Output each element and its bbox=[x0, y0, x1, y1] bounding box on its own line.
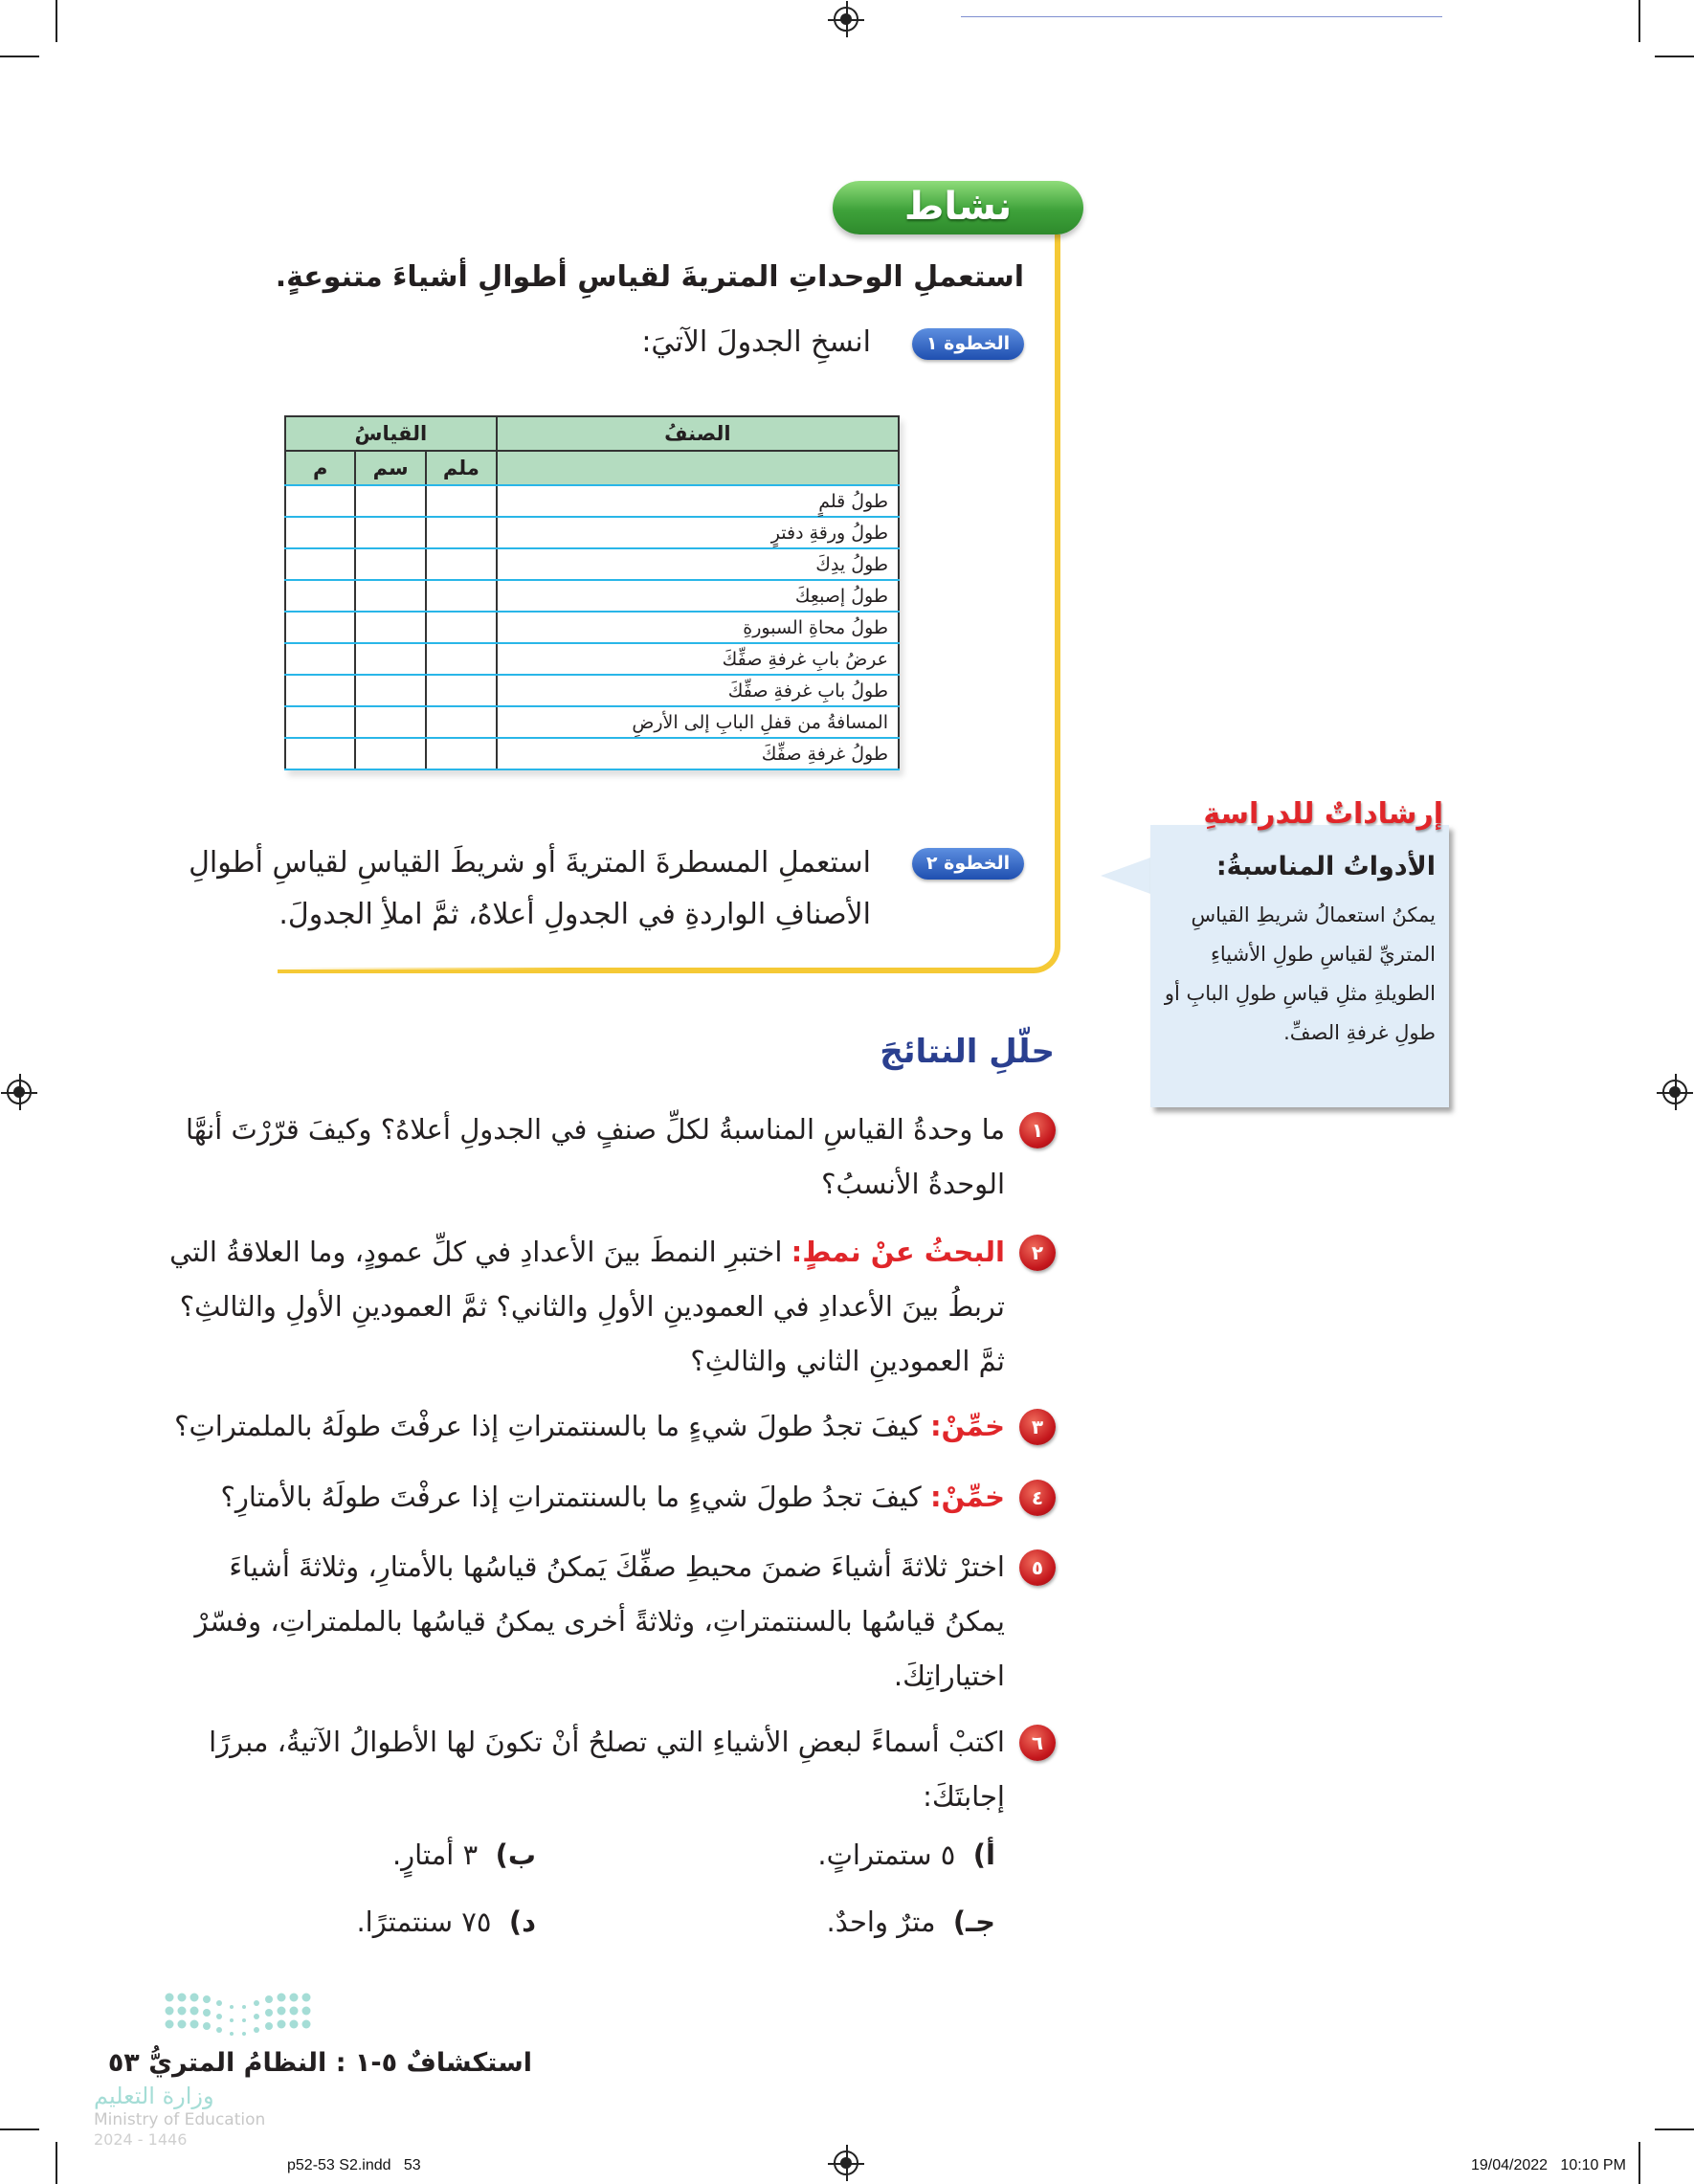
header-class: الصنفُ bbox=[497, 416, 899, 451]
sub-item-b bbox=[392, 1836, 536, 1874]
cell-mm bbox=[426, 517, 497, 548]
activity-intro: استعملِ الوحداتِ المتريةَ لقياسِ أطوالِ أشياءَ متنوعةٍ. bbox=[275, 260, 1024, 294]
question-label: خمِّنْ: bbox=[929, 1481, 1005, 1513]
header-unit-mm: ملم bbox=[426, 451, 497, 485]
sub-item-text: ٧٥ سنتمترًا. bbox=[356, 1905, 492, 1938]
table-row bbox=[285, 580, 899, 612]
cell-m bbox=[285, 675, 355, 706]
logo-dot bbox=[190, 2007, 199, 2016]
table-row bbox=[285, 485, 899, 517]
logo-dot bbox=[166, 1994, 174, 2002]
sub-item-text: مترٌ واحدٌ. bbox=[826, 1905, 936, 1938]
cell-m bbox=[285, 643, 355, 675]
analysis-heading: حلّلِ النتائجَ bbox=[880, 1033, 1055, 1071]
cell-mm bbox=[426, 548, 497, 580]
cell-mm bbox=[426, 675, 497, 706]
cell-m bbox=[285, 485, 355, 517]
table-row bbox=[285, 738, 899, 769]
lesson-title: استكشافٌ ٥-١ : النظامُ المتريُّ bbox=[148, 2048, 532, 2078]
logo-dot bbox=[178, 2007, 187, 2016]
cell-cm bbox=[355, 643, 426, 675]
question-line bbox=[174, 1399, 1005, 1453]
cell-cm bbox=[355, 612, 426, 643]
crop-mark bbox=[0, 56, 39, 57]
question-number-badge: ٥ bbox=[1019, 1549, 1056, 1586]
step2-badge: الخطوة ٢ bbox=[912, 848, 1024, 880]
sub-item-text: ٣ أمتارٍ. bbox=[391, 1839, 479, 1871]
question-text: إجابتَكَ: bbox=[923, 1780, 1005, 1813]
question-text: كيفَ تجدُ طولَ شيءٍ ما بالسنتمتراتِ إذا عرفْتَ طولَهُ بالأمتارِ؟ bbox=[220, 1481, 922, 1513]
crop-mark bbox=[56, 2142, 57, 2184]
activity-badge: نشاط bbox=[833, 181, 1083, 234]
question-text: تربطُ بينَ الأعدادِ في العمودينِ الأولِ والثاني؟ ثمَّ العمودينِ الأولِ والثالثِ؟ bbox=[179, 1290, 1005, 1323]
logo-dot bbox=[265, 2009, 273, 2017]
table-row bbox=[285, 548, 899, 580]
sub-item-letter: ب) bbox=[495, 1839, 536, 1871]
question-line bbox=[169, 1225, 1005, 1279]
cell-mm bbox=[426, 738, 497, 769]
table-row bbox=[285, 612, 899, 643]
table-row bbox=[285, 706, 899, 738]
question-text: ما وحدةُ القياسِ المناسبةُ لكلِّ صنفٍ في الجدولِ أعلاهُ؟ وكيفَ قرّرْتَ أنهَّا bbox=[186, 1113, 1005, 1146]
logo-dot bbox=[230, 2005, 234, 2009]
row-item: طولُ إصبعِكَ bbox=[497, 580, 899, 612]
cell-cm bbox=[355, 738, 426, 769]
logo-dot bbox=[190, 1994, 199, 2002]
cell-m bbox=[285, 706, 355, 738]
question-line bbox=[186, 1103, 1005, 1156]
logo-dot bbox=[203, 2009, 211, 2017]
question-text: اكتبْ أسماءً لبعضِ الأشياءِ التي تصلحُ أنْ تكونَ لها الأطوالُ الآتيةُ، مبررًا bbox=[209, 1726, 1005, 1758]
crop-mark bbox=[1655, 2128, 1694, 2130]
logo-dot bbox=[302, 2007, 311, 2016]
logo-dot bbox=[230, 2018, 234, 2022]
watermark-ar: وزارة التعليم bbox=[94, 2083, 214, 2109]
step2-line: استعملِ المسطرةَ المتريةَ أو شريطَ القياسِ لقياسِ أطوالِ bbox=[189, 846, 871, 880]
cell-cm bbox=[355, 675, 426, 706]
header-measure: القياسُ bbox=[285, 416, 497, 451]
question-line bbox=[923, 1770, 1005, 1823]
sub-item-d bbox=[356, 1903, 536, 1941]
sub-item-text: ٥ ستمتراتٍ. bbox=[817, 1839, 956, 1871]
measurement-table bbox=[284, 415, 900, 770]
question-number-badge: ٢ bbox=[1019, 1235, 1056, 1271]
question-text: كيفَ تجدُ طولَ شيءٍ ما بالسنتمتراتِ إذا عرفْتَ طولَهُ بالملمتراتِ؟ bbox=[174, 1410, 922, 1442]
cell-mm bbox=[426, 580, 497, 612]
row-item: المسافةُ من قفلِ البابِ إلى الأرضِ bbox=[497, 706, 899, 738]
cell-cm bbox=[355, 706, 426, 738]
cell-cm bbox=[355, 548, 426, 580]
question-line bbox=[220, 1470, 1005, 1524]
question-label: البحثُ عنْ نمطٍ: bbox=[791, 1236, 1005, 1268]
logo-dot bbox=[254, 2027, 259, 2033]
logo-dot bbox=[203, 2022, 211, 2030]
sub-item-letter: جـ) bbox=[952, 1905, 995, 1938]
crop-mark bbox=[1655, 56, 1694, 57]
cell-mm bbox=[426, 643, 497, 675]
logo-dot bbox=[290, 2020, 299, 2029]
logo-dot bbox=[302, 1994, 311, 2002]
question-line bbox=[180, 1280, 1005, 1333]
watermark-en: Ministry of Education bbox=[94, 2110, 266, 2129]
step2-line: الأصنافِ الواردةِ في الجدولِ أعلاهُ، ثمَّ املأِ الجدولَ. bbox=[279, 898, 871, 931]
logo-dot bbox=[203, 1995, 211, 2003]
logo-dot bbox=[290, 2007, 299, 2016]
row-item: طولُ يدِكَ bbox=[497, 548, 899, 580]
sub-item-letter: أ) bbox=[972, 1839, 995, 1871]
page-number: ٥٣ bbox=[107, 2048, 140, 2078]
logo-dot bbox=[216, 2000, 222, 2006]
crop-mark bbox=[0, 2128, 39, 2130]
question-text: ثمَّ العمودينِ الثاني والثالثِ؟ bbox=[690, 1345, 1005, 1377]
cell-m bbox=[285, 612, 355, 643]
tips-body: يمكنُ استعمالُ شريطِ القياسِ المتريِّ لقياسِ طولِ الأشياءِ الطويلةِ مثلِ قياسِ طولِ البابِ أو طولِ غرفةِ الصفِّ. bbox=[1164, 903, 1436, 1044]
registration-mark-icon bbox=[834, 2151, 858, 2175]
crop-mark bbox=[1638, 0, 1640, 42]
table-row bbox=[285, 643, 899, 675]
cell-mm bbox=[426, 485, 497, 517]
question-number-badge: ٦ bbox=[1019, 1725, 1056, 1761]
row-item: طولُ ورقةِ دفترٍ bbox=[497, 517, 899, 548]
logo-dot bbox=[216, 2014, 222, 2019]
crop-mark bbox=[56, 0, 57, 42]
tips-subtitle: الأدواتُ المناسبةُ: bbox=[1215, 852, 1436, 881]
logo-dot bbox=[254, 2014, 259, 2019]
question-text: اخترْ ثلاثةَ أشياءَ ضمنَ محيطِ صفِّكَ يَمكنُ قياسُها بالأمتارِ، وثلاثةَ أشياءَ bbox=[229, 1550, 1005, 1583]
logo-dot bbox=[278, 1994, 286, 2002]
logo-dot bbox=[242, 2005, 246, 2009]
sub-item-letter: د) bbox=[508, 1905, 536, 1938]
logo-dot bbox=[254, 2000, 259, 2006]
logo-dot bbox=[216, 2027, 222, 2033]
sub-item-a bbox=[817, 1836, 995, 1874]
sub-item-c bbox=[827, 1903, 995, 1941]
question-label: خمِّنْ: bbox=[929, 1410, 1005, 1442]
slug-file: p52-53 S2.indd 53 bbox=[287, 2157, 421, 2173]
question-line bbox=[229, 1540, 1005, 1593]
cell-m bbox=[285, 517, 355, 548]
footer-lesson bbox=[108, 2046, 532, 2081]
question-line bbox=[194, 1594, 1005, 1648]
watermark-year: 2024 - 1446 bbox=[94, 2130, 188, 2149]
logo-dot bbox=[278, 2007, 286, 2016]
logo-dot bbox=[178, 2020, 187, 2029]
registration-mark-icon bbox=[7, 1080, 32, 1104]
logo-dot bbox=[242, 2018, 246, 2022]
table-row bbox=[285, 675, 899, 706]
tips-title: إرشاداتٌ للدراسةِ bbox=[1203, 797, 1443, 831]
logo-dot bbox=[265, 1995, 273, 2003]
step1-text: انسخِ الجدولَ الآتيَ: bbox=[641, 325, 871, 359]
row-item: طولُ محاةِ السبورةِ bbox=[497, 612, 899, 643]
cell-m bbox=[285, 738, 355, 769]
logo-dot bbox=[166, 2007, 174, 2016]
registration-mark-icon bbox=[834, 7, 858, 32]
question-number-badge: ٣ bbox=[1019, 1409, 1056, 1445]
step1-badge: الخطوة ١ bbox=[912, 328, 1024, 360]
logo-dot bbox=[178, 1994, 187, 2002]
logo-dot bbox=[230, 2032, 234, 2036]
question-line bbox=[821, 1157, 1005, 1211]
question-text: اختياراتِكَ. bbox=[893, 1660, 1005, 1692]
logo-dot bbox=[290, 1994, 299, 2002]
cell-m bbox=[285, 580, 355, 612]
cell-mm bbox=[426, 706, 497, 738]
question-line bbox=[894, 1649, 1005, 1703]
crop-mark bbox=[1638, 2142, 1640, 2184]
logo-dot bbox=[190, 2020, 199, 2029]
header-blank bbox=[497, 451, 899, 485]
logo-dot bbox=[278, 2020, 286, 2029]
header-unit-m: م bbox=[285, 451, 355, 485]
logo-dot bbox=[302, 2020, 311, 2029]
row-item: طولُ غرفةِ صفِّكَ bbox=[497, 738, 899, 769]
cell-cm bbox=[355, 580, 426, 612]
question-line bbox=[209, 1715, 1005, 1769]
cell-cm bbox=[355, 485, 426, 517]
question-text: اختبرِ النمطَ بينَ الأعدادِ في كلِّ عمودٍ، وما العلاقةُ التي bbox=[169, 1236, 783, 1268]
row-item: عرضُ بابِ غرفةِ صفِّكَ bbox=[497, 643, 899, 675]
row-item: طولُ بابِ غرفةِ صفِّكَ bbox=[497, 675, 899, 706]
row-item: طولُ قلمٍ bbox=[497, 485, 899, 517]
logo-dot bbox=[166, 2020, 174, 2029]
slug-date: 19/04/2022 10:10 PM bbox=[1471, 2157, 1626, 2173]
question-number-badge: ١ bbox=[1019, 1112, 1056, 1148]
cell-cm bbox=[355, 517, 426, 548]
tips-pointer bbox=[1101, 857, 1153, 895]
cell-mm bbox=[426, 612, 497, 643]
logo-dot bbox=[265, 2022, 273, 2030]
question-line bbox=[690, 1334, 1005, 1388]
registration-mark-icon bbox=[1662, 1080, 1687, 1104]
cell-m bbox=[285, 548, 355, 580]
question-number-badge: ٤ bbox=[1019, 1480, 1056, 1516]
ministry-logo-icon bbox=[165, 1993, 313, 2042]
header-unit-cm: سم bbox=[355, 451, 426, 485]
logo-dot bbox=[242, 2032, 246, 2036]
question-text: الوحدةُ الأنسبُ؟ bbox=[821, 1168, 1005, 1200]
top-blue-rule bbox=[961, 16, 1442, 17]
question-text: يمكنُ قياسُها بالسنتمتراتِ، وثلاثةً أخرى يمكنُ قياسُها بالملمتراتِ، وفسّرْ bbox=[194, 1605, 1005, 1638]
table-row bbox=[285, 517, 899, 548]
activity-frame-fade bbox=[278, 962, 565, 969]
